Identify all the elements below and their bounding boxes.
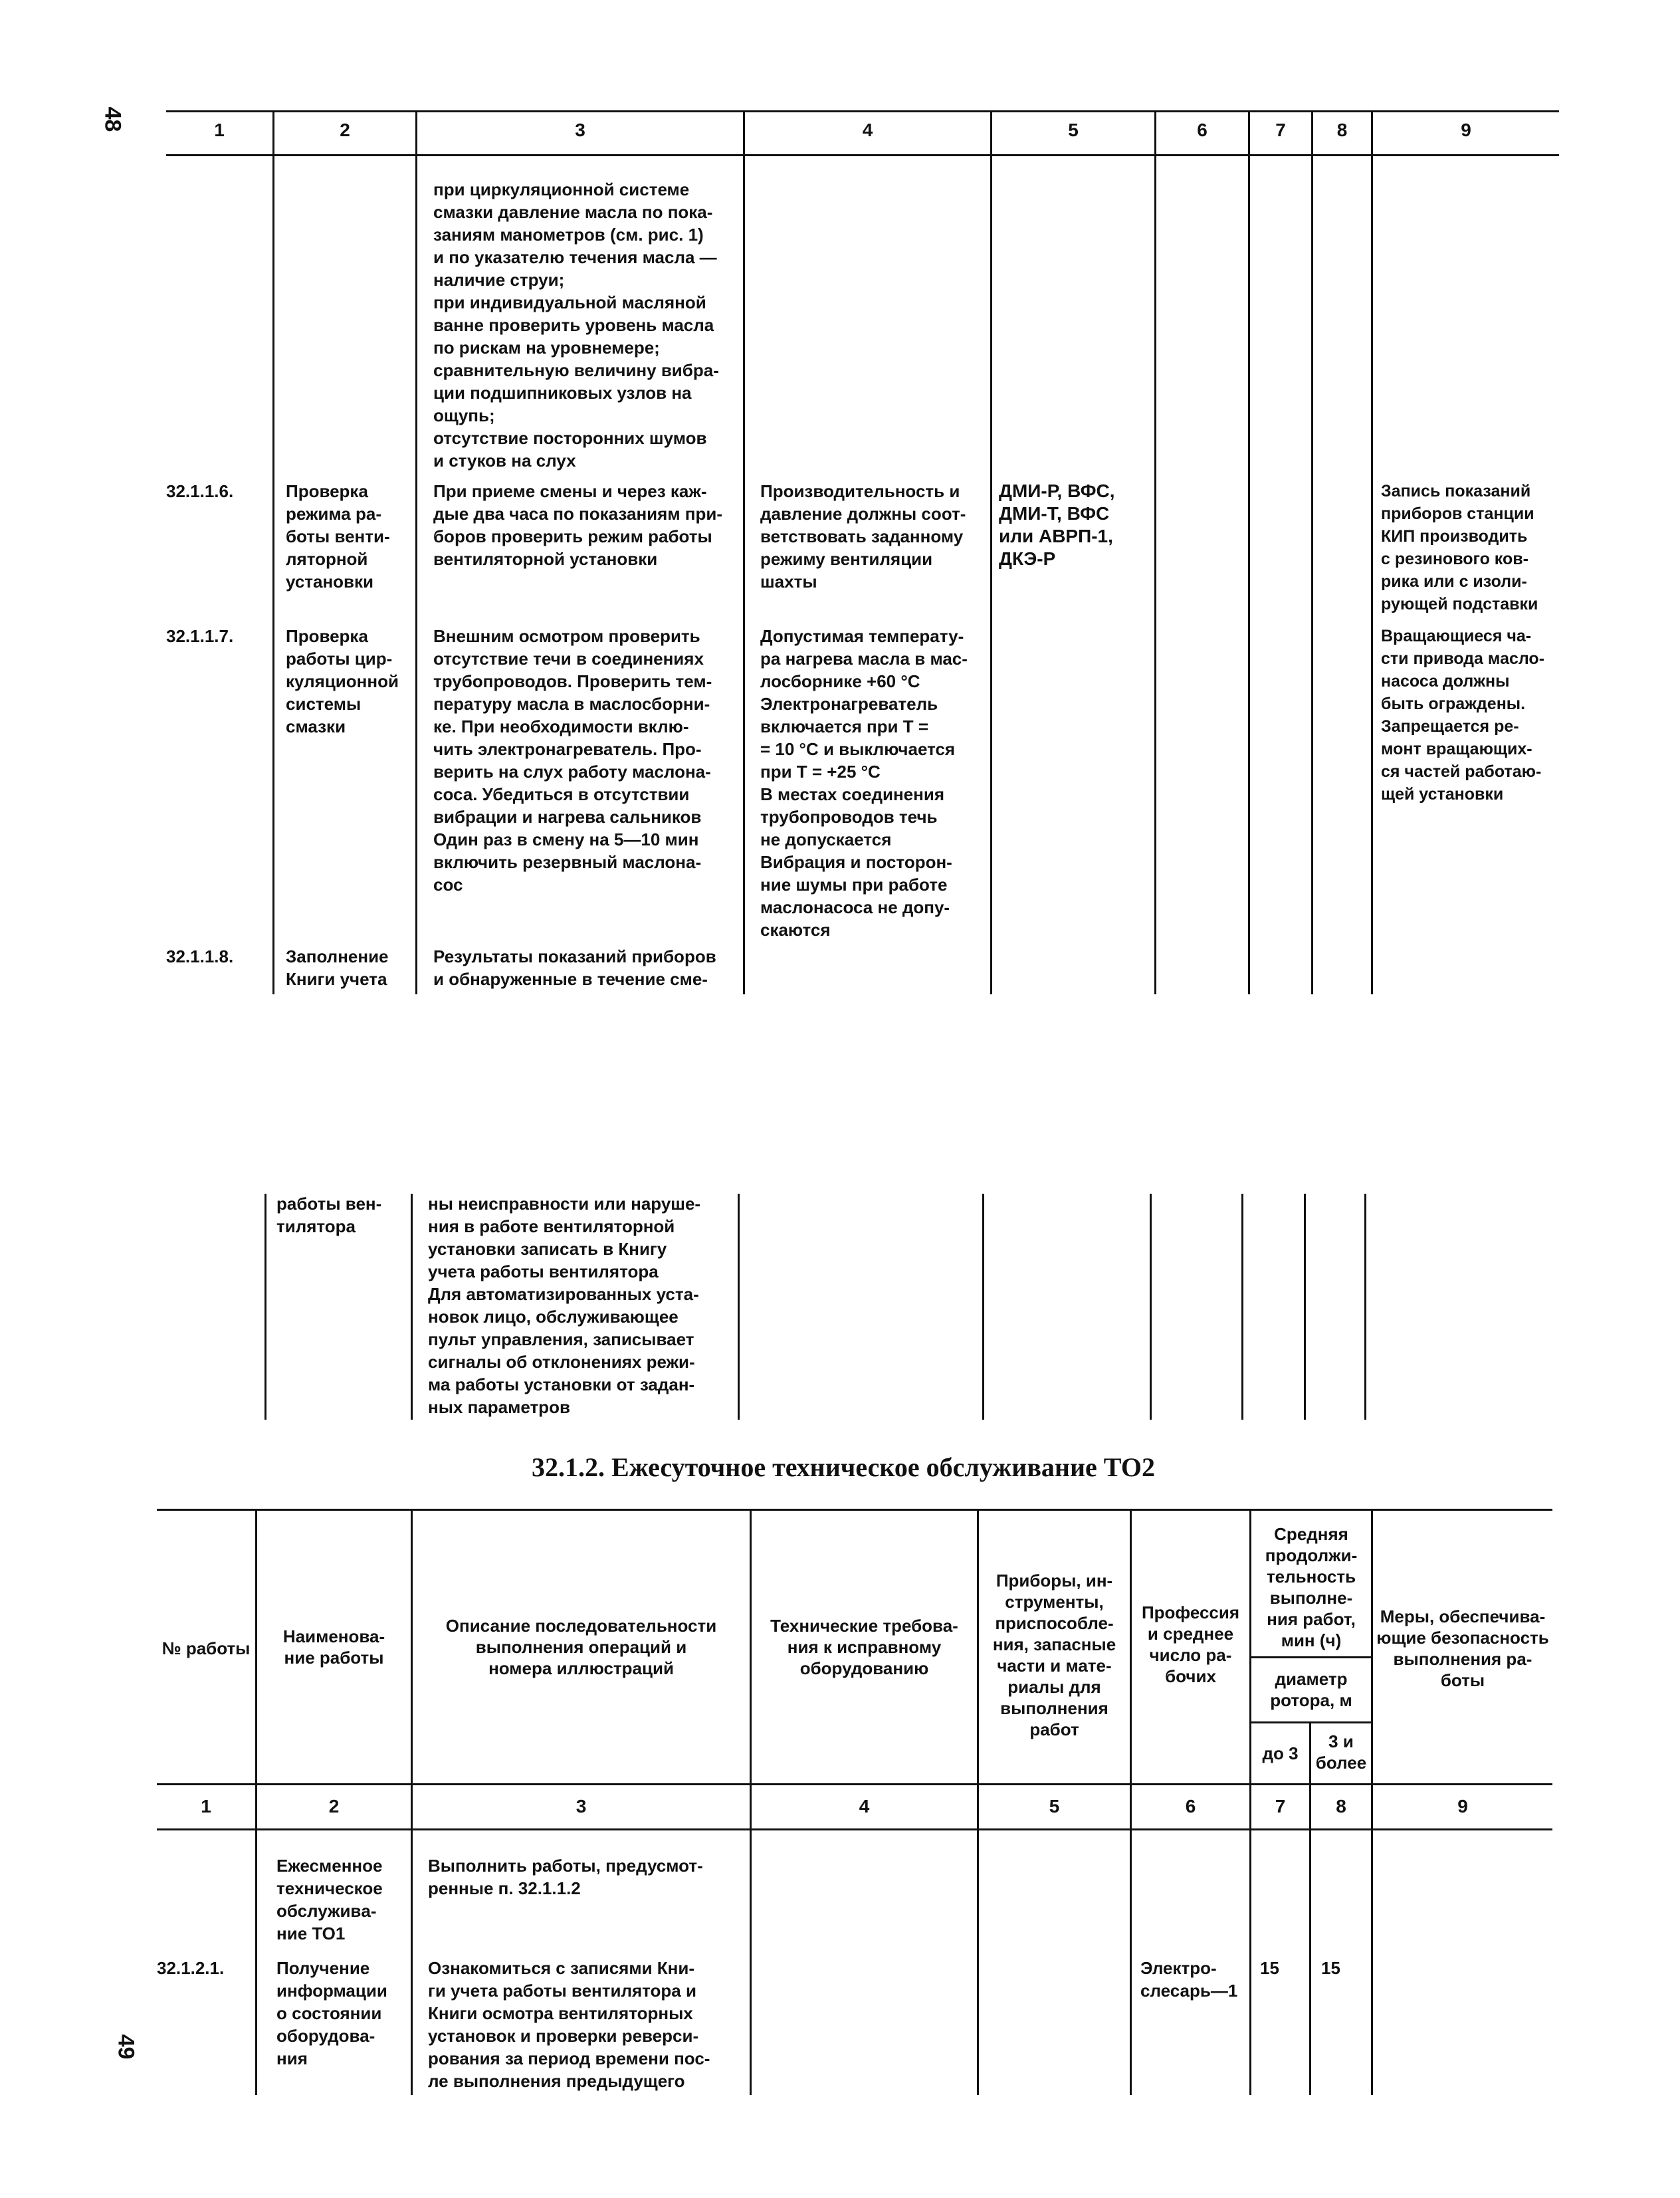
col-divider bbox=[743, 110, 745, 994]
col-divider bbox=[1309, 1721, 1311, 2095]
col-divider bbox=[982, 1194, 984, 1420]
col-divider bbox=[264, 1194, 266, 1420]
column-number: 3 bbox=[575, 120, 585, 140]
column-number: 1 bbox=[214, 120, 225, 140]
header-col1: № работы bbox=[161, 1638, 251, 1658]
column-number: 4 bbox=[862, 120, 873, 140]
header-col2: Наименова- ние работы bbox=[282, 1626, 385, 1668]
column-number: 2 bbox=[328, 1796, 340, 1816]
page-number-bottom: 49 bbox=[113, 2034, 139, 2060]
column-number: 9 bbox=[1457, 1796, 1468, 1816]
col-divider bbox=[1364, 1194, 1366, 1420]
section-heading: 32.1.2. Ежесуточное техническое обслуживание ТО2 bbox=[532, 1452, 1156, 1482]
col-divider bbox=[1154, 110, 1156, 994]
row-time-large-diameter: 15 bbox=[1321, 1958, 1340, 1978]
column-number: 8 bbox=[1336, 120, 1348, 140]
continuation-description: ны неисправности или наруше- ния в работе вентиляторной установки записать в Книгу учета работы вентилятора Для автоматизированных уста- новок лицо, обслуживающее пульт управления, записывает сигналы об отклонениях режи- ма работы установки от задан- ных параметров bbox=[428, 1194, 701, 1417]
column-number: 5 bbox=[1068, 120, 1079, 140]
column-number: 9 bbox=[1461, 120, 1471, 140]
header-col6: Профессия и среднее число ра- бочих bbox=[1141, 1602, 1240, 1686]
header-subrule bbox=[1249, 1721, 1373, 1723]
continued-description: при циркуляционной системе смазки давление масла по пока- заниям манометров (см. рис. 1) и по указателю течения масла — наличие струи; при индивидуальной масляной ванне проверить уровень масла по рискам на уровнемере; сравнительную величину вибра- ции подшипниковых узлов на ощупь; отсутствие посторонних шумов и стуков на слух bbox=[433, 179, 719, 471]
header-col3: Описание последовательности выполнения операций и номера иллюстраций bbox=[445, 1616, 717, 1678]
row-requirements: Производительность и давление должны соот- ветствовать заданному режиму вентиляции шахты bbox=[760, 481, 966, 592]
header-col9: Меры, обеспечива- ющие безопасность выполнения ра- боты bbox=[1376, 1606, 1549, 1690]
continuation-name: работы вен- тилятора bbox=[276, 1194, 382, 1236]
upper-table-header-rule bbox=[166, 154, 1559, 156]
column-number: 6 bbox=[1185, 1796, 1196, 1816]
row-instruments: ДМИ-Р, ВФС, ДМИ-Т, ВФС или АВРП-1, ДКЭ-Р bbox=[999, 481, 1115, 569]
column-number: 8 bbox=[1336, 1796, 1346, 1816]
header-col4: Технические требова- ния к исправному оборудованию bbox=[770, 1616, 958, 1678]
row-description: Выполнить работы, предусмот- ренные п. 32.1.1.2 bbox=[428, 1856, 703, 1898]
header-subrule bbox=[1249, 1656, 1373, 1658]
col-divider bbox=[1311, 110, 1313, 994]
col-divider bbox=[1304, 1194, 1306, 1420]
col-divider bbox=[411, 1194, 413, 1420]
col-divider bbox=[1150, 1194, 1152, 1420]
header-col7: до 3 bbox=[1262, 1743, 1299, 1763]
row-safety: Вращающиеся ча- сти привода масло- насоса должны быть ограждены. Запрещается ре- монт вращающих- ся частей работаю- щей установки bbox=[1381, 627, 1545, 804]
column-number: 1 bbox=[201, 1796, 211, 1816]
col-divider bbox=[272, 110, 274, 994]
column-number: 2 bbox=[340, 120, 350, 140]
row-safety: Запись показаний приборов станции КИП производить с резинового ков- рика или с изоли- рующей подставки bbox=[1381, 482, 1538, 613]
column-number: 7 bbox=[1275, 120, 1286, 140]
column-number: 7 bbox=[1275, 1796, 1286, 1816]
row-name: Проверка режима ра- боты венти- ляторной установки bbox=[286, 481, 390, 592]
lower-table-header-rule bbox=[157, 1783, 1552, 1785]
header-col8: 3 и более bbox=[1315, 1731, 1367, 1773]
col-divider bbox=[1248, 110, 1250, 994]
row-description: Ознакомиться с записями Кни- ги учета работы вентилятора и Книги осмотра вентиляторных установок и проверки реверси- рования за период времени пос- ле выполнения предыдущего bbox=[428, 1958, 710, 2091]
row-description: Результаты показаний приборов и обнаруженные в течение сме- bbox=[433, 946, 716, 989]
column-number: 3 bbox=[576, 1796, 587, 1816]
row-description: При приеме смены и через каж- дые два часа по показаниям при- боров проверить режим работы вентиляторной установки bbox=[433, 481, 723, 569]
header-col78: Средняя продолжи- тельность выполне- ния работ, мин (ч) bbox=[1265, 1524, 1358, 1650]
row-requirements: Допустимая температу- ра нагрева масла в мас- лосборнике +60 °С Электронагреватель включается при Т = = 10 °С и выключается при Т = +25 °С В местах соединения трубопроводов течь не допускается Вибрация и посторон- ние шумы при работе маслонасоса не допу- скаются bbox=[760, 626, 968, 940]
column-number: 5 bbox=[1049, 1796, 1060, 1816]
row-profession: Электро- слесарь—1 bbox=[1140, 1958, 1238, 2001]
header-diameter: диаметр ротора, м bbox=[1270, 1669, 1352, 1710]
page-number-top: 48 bbox=[100, 106, 126, 132]
row-description: Внешним осмотром проверить отсутствие течи в соединениях трубопроводов. Проверить тем- пературу масла в маслосборни- ке. При необходимости вклю- чить электронагреватель. Про- верить на слух работу маслона- соса. Убедиться в отсутствии вибрации и нагрева сальников Один раз в смену на 5—10 мин включить резервный маслона- сос bbox=[433, 626, 712, 895]
col-divider bbox=[990, 110, 992, 994]
row-number: 32.1.1.6. bbox=[166, 481, 234, 501]
column-number: 4 bbox=[859, 1796, 870, 1816]
lower-table-number-rule bbox=[157, 1828, 1552, 1830]
row-number: 32.1.1.8. bbox=[166, 946, 234, 966]
lower-table-top-rule bbox=[157, 1509, 1552, 1511]
row-name: Получение информации о состоянии оборудова- ния bbox=[276, 1958, 387, 2068]
row-name: Ежесменное техническое обслуживa- ние ТО1 bbox=[276, 1856, 383, 1943]
header-col5: Приборы, ин- струменты, приспособле- ния, запасные части и мате- риалы для выполнения работ bbox=[992, 1571, 1116, 1739]
row-name: Проверка работы цир- куляционной системы смазки bbox=[286, 626, 399, 736]
row-name: Заполнение Книги учета bbox=[286, 946, 389, 989]
row-time-small-diameter: 15 bbox=[1260, 1958, 1279, 1978]
upper-table-top-rule bbox=[166, 110, 1559, 112]
col-divider bbox=[738, 1194, 740, 1420]
row-number: 32.1.1.7. bbox=[166, 626, 234, 646]
col-divider bbox=[1241, 1194, 1243, 1420]
row-number: 32.1.2.1. bbox=[157, 1958, 225, 1978]
column-number: 6 bbox=[1197, 120, 1208, 140]
col-divider bbox=[415, 110, 417, 994]
col-divider bbox=[1371, 110, 1373, 994]
